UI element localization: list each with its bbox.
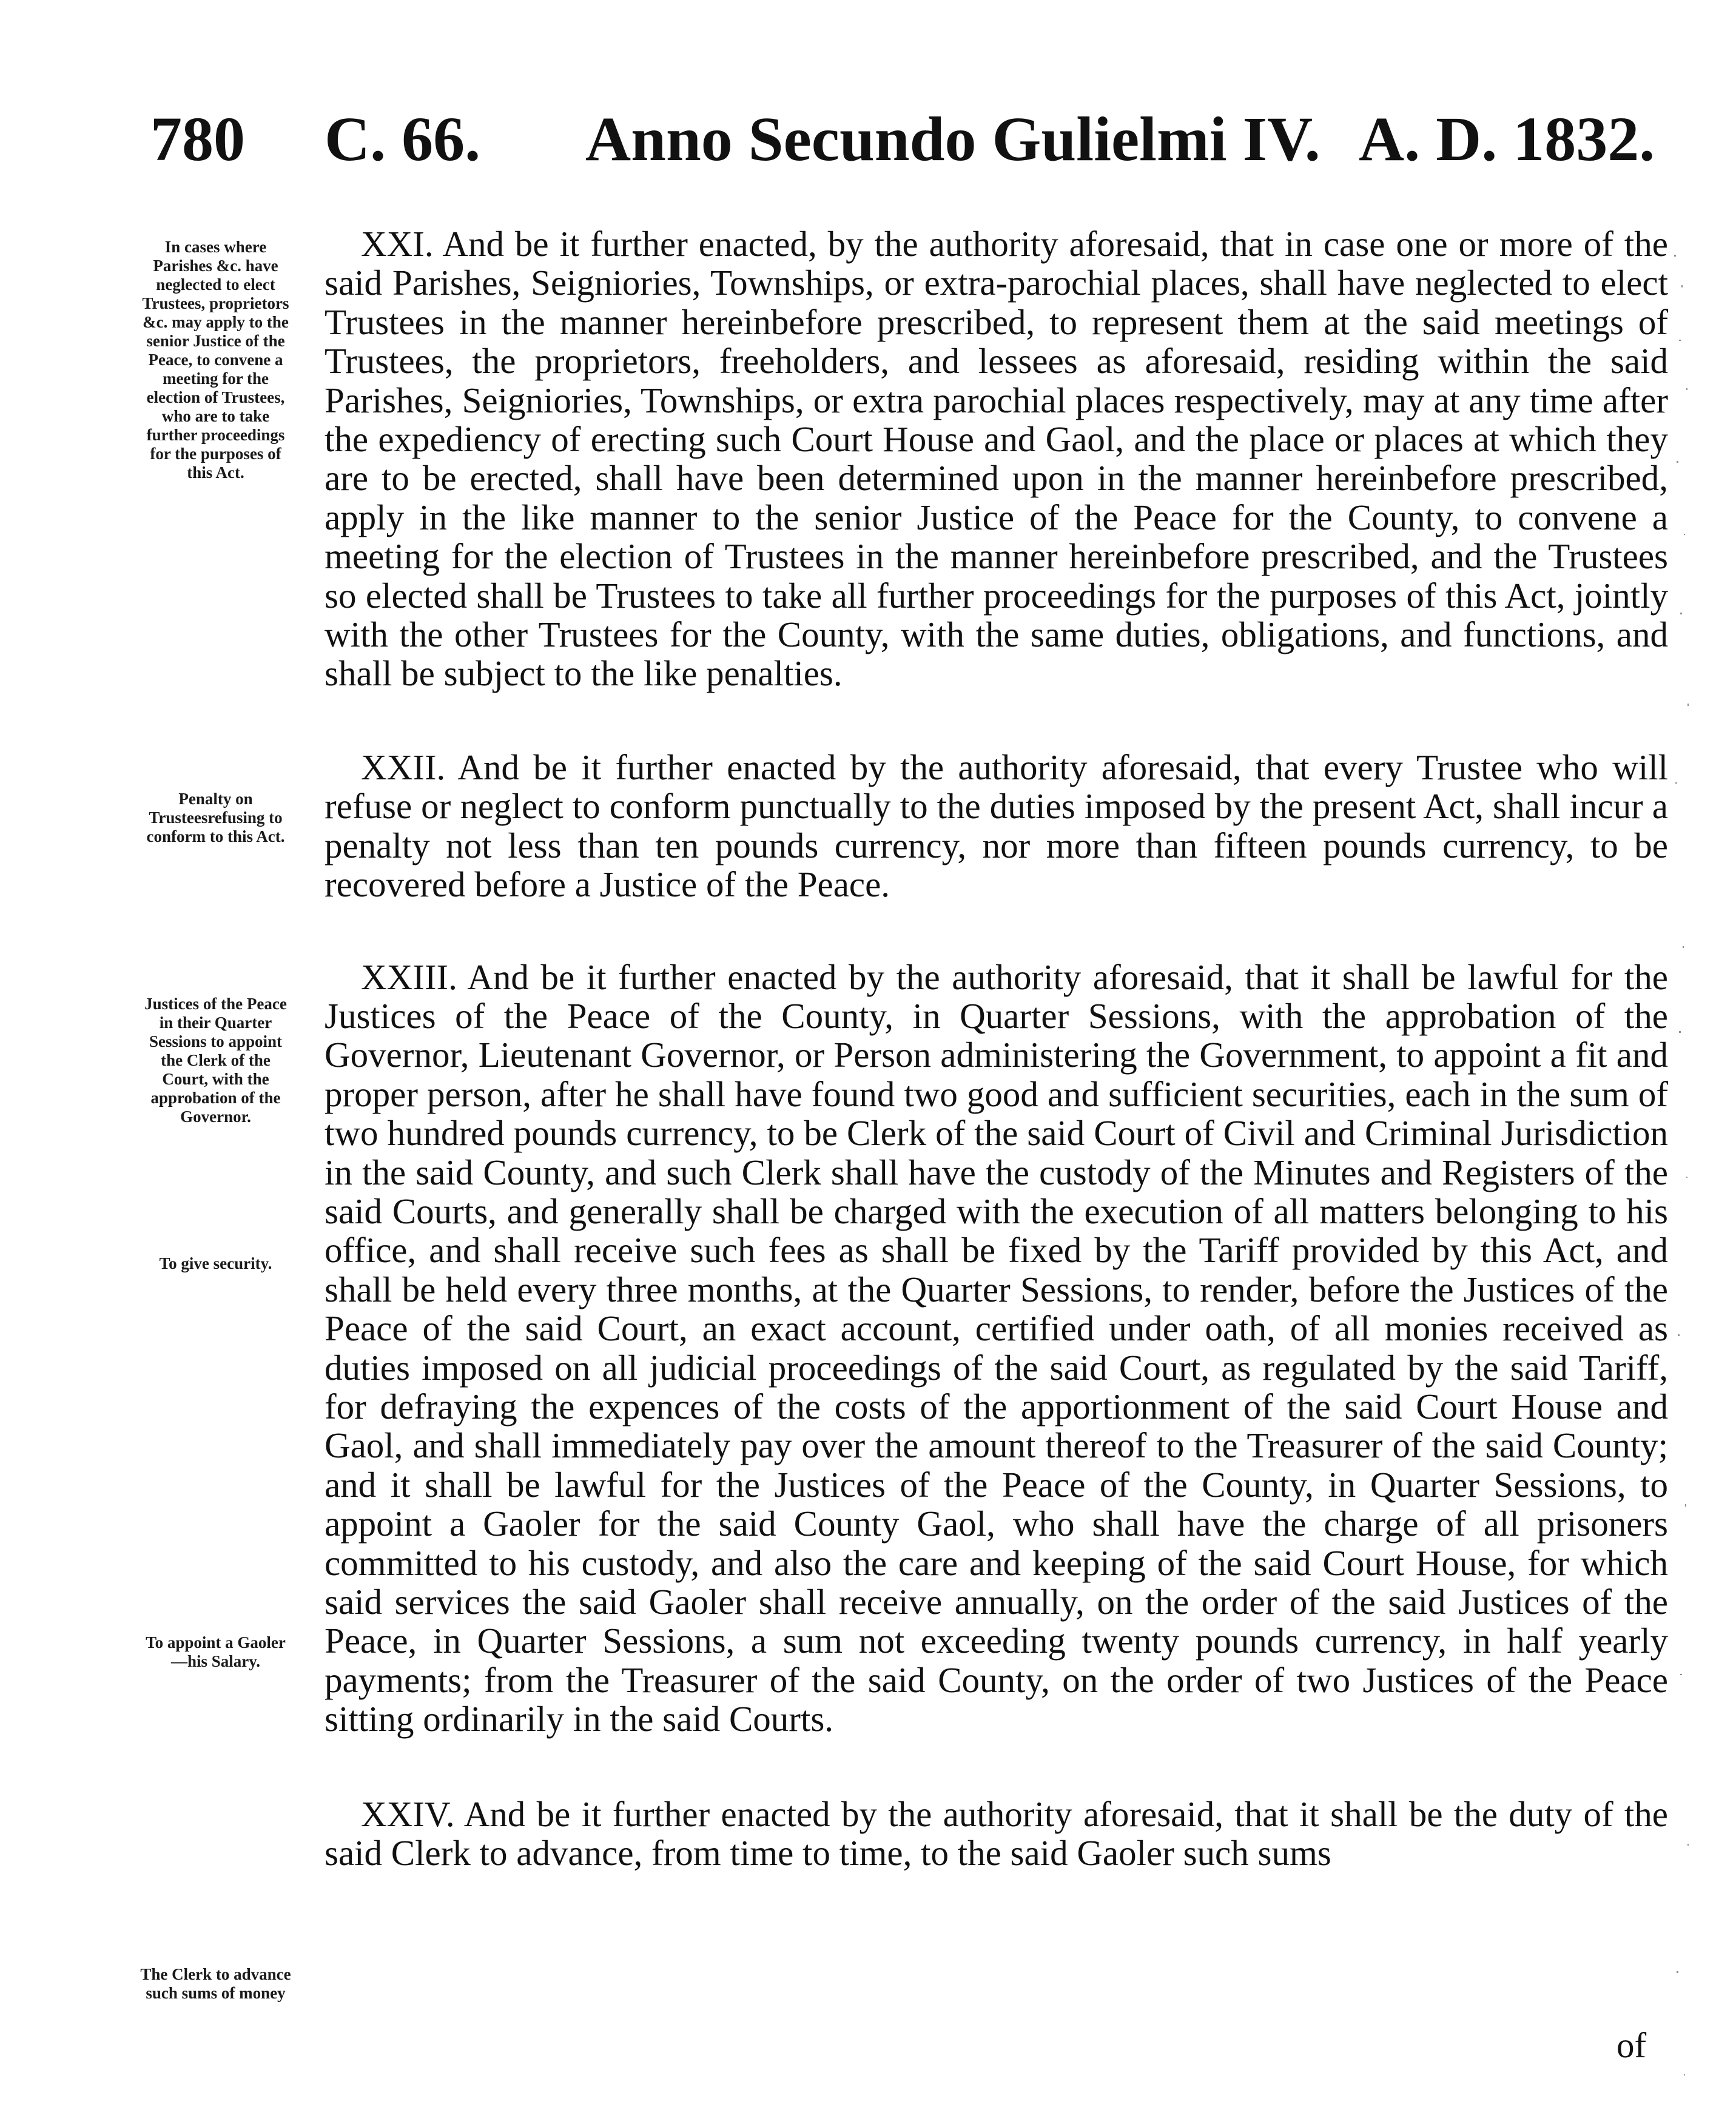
- running-header: [0, 97, 1736, 188]
- section-xxiii: [325, 958, 1668, 1739]
- year: A. D. 1832.: [1359, 104, 1655, 174]
- section-text: And be it further enacted, by the authority aforesaid, that in case one or more of the said Parishes, Seigniories, Townships, or extra-parochial places, shall have neglected to elect Trustees in the manner hereinbefore prescribed, to represent them at the said meetings of Trustees, the proprietors, freeholders, and lessees as aforesaid, residing within the said Parishes, Seigniories, Townships, or extra parochial places respectively, may at any time after the expediency of erecting such Court House and Gaol, and the place or places at which they are to be erected, shall have been determined upon in the manner hereinbefore prescribed, apply in the like manner to the senior Justice of the Peace for the County, to convene a meeting for the election of Trustees in the manner hereinbefore prescribed, and the Trustees so elected shall be Trustees to take all further proceedings for the purposes of this Act, jointly with the other Trustees for the County, with the same duties, obligations, and functions, and shall be subject to the like penalties.: [325, 224, 1668, 694]
- running-title: Anno Secundo Gulielmi IV.: [585, 104, 1321, 174]
- section-text: And be it further enacted by the authority aforesaid, that it shall be lawful for the Justices of the Peace of the County, in Quarter Sessions, with the approbation of the Governor, Lieutenant Governor, or Person administering the Government, to appoint a fit and proper person, after he shall have found two good and sufficient securities, each in the sum of two hundred pounds currency, to be Clerk of the said Court of Civil and Criminal Jurisdiction in the said County, and such Clerk shall have the custody of the Minutes and Registers of the said Courts, and generally shall be charged with the execution of all matters belonging to his office, and shall receive such fees as shall be fixed by the Tariff provided by this Act, and shall be held every three months, at the Quarter Sessions, to render, before the Justices of the Peace of the said Court, an exact account, certified under oath, of all monies received as duties imposed on all judicial proceedings of the said Court, as regulated by the said Tariff, for defraying the expences of the costs of the apportionment of the said Court House and Gaol, and shall immediately pay over the amount thereof to the Treasurer of the said County; and it shall be lawful for the Justices of the Peace of the County, in Quarter Sessions, to appoint a Gaoler for the said County Gaol, who shall have the charge of all prisoners committed to his custody, and also the care and keeping of the said Court House, for which said services the said Gaoler shall receive annually, on the order of the said Justices of the Peace, in Quarter Sessions, a sum not exceeding twenty pounds currency, in half yearly payments; from the Treasurer of the said County, on the order of two Justices of the Peace sitting ordinarily in the said Courts.: [325, 956, 1668, 1739]
- margin-note-xxiv: The Clerk to advance such sums of money: [140, 1965, 291, 2002]
- section-number: XXI.: [361, 224, 434, 264]
- section-text: And be it further enacted by the authority aforesaid, that every Trustee who will refuse or neglect to conform punctually to the duties imposed by the present Act, shall incur a penalty not less than ten pounds currency, nor more than fifteen pounds currency, to be recovered before a Justice of the Peace.: [325, 747, 1668, 905]
- margin-note-security: To give security.: [159, 1254, 272, 1272]
- section-number: XXIII.: [361, 956, 457, 997]
- section-number: XXII.: [361, 747, 446, 787]
- page-number: 780: [150, 104, 245, 174]
- chapter-number: C. 66.: [325, 104, 481, 174]
- section-xxiv: [325, 1795, 1668, 1873]
- margin-note-gaoler: To appoint a Gaoler—his Salary.: [146, 1633, 286, 1670]
- section-text: And be it further enacted by the authority aforesaid, that it shall be the duty of the said Clerk to advance, from time to time, to the said Gaoler such sums: [325, 1793, 1668, 1874]
- margin-note-xxi: In cases where Parishes &c. have neglected to elect Trustees, proprietors &c. may apply to the senior Justice of the Peace, to convene a meeting for the election of Trustees, who are to take further proceedings for the purposes of this Act.: [142, 238, 289, 482]
- margin-note-xxiii: Justices of the Peace in their Quarter Sessions to appoint the Clerk of the Court, with the approbation of the Governor.: [144, 995, 287, 1126]
- catchword: of: [1617, 2025, 1647, 2065]
- margin-note-xxii: Penalty on Trusteesrefusing to conform to this Act.: [146, 790, 285, 845]
- section-xxi: [325, 224, 1668, 693]
- body-text: [325, 224, 1668, 1872]
- section-number: XXIV.: [361, 1793, 455, 1834]
- section-xxii: [325, 748, 1668, 904]
